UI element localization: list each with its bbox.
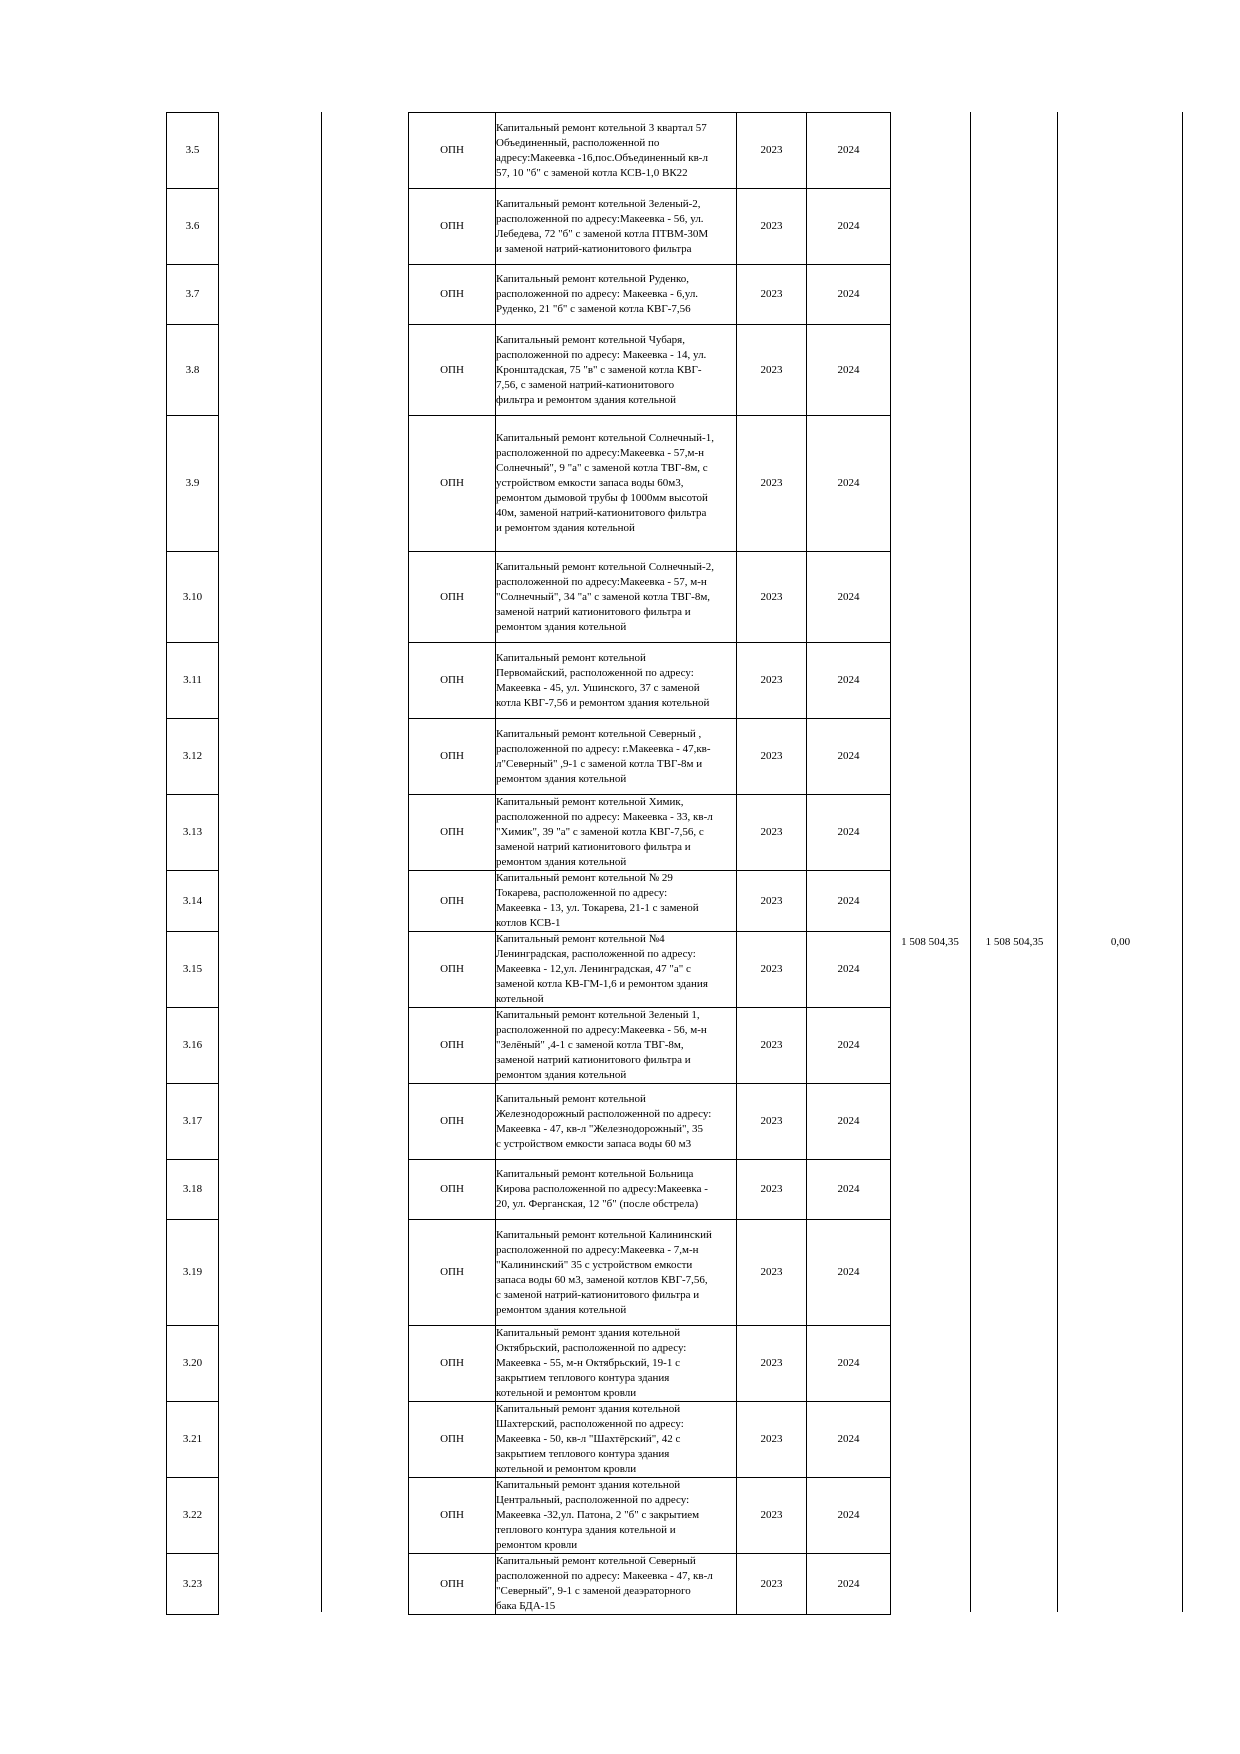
works-table — [166, 112, 891, 1615]
end-year: 2024 — [807, 189, 891, 265]
table-row — [167, 1008, 891, 1084]
work-description-text: Капитальный ремонт котельной Зеленый 1, расположенной по адресу:Макеевка - 56, м-н "Зелёный" ,4-1 с заменой котла ТВГ-8м, заменой натрий катионитового фильтра и ремонтом здания котельной — [496, 1009, 707, 1081]
start-year: 2023 — [737, 871, 807, 932]
category-cell: ОПН — [409, 189, 496, 265]
row-number: 3.21 — [167, 1402, 219, 1478]
table-row — [167, 113, 891, 189]
empty-cell — [219, 325, 409, 416]
end-year: 2024 — [807, 795, 891, 871]
start-year: 2023 — [737, 325, 807, 416]
table-row — [167, 189, 891, 265]
start-year: 2023 — [737, 189, 807, 265]
work-description-text: Капитальный ремонт котельной Солнечный-1, расположенной по адресу:Макеевка - 57,м-н Солнечный", 9 "а" с заменой котла ТВГ-8м, с устройством емкости запаса воды 60м3, ремонтом дымовой трубы ф 1000мм высотой 40м, заменой натрий-катионитового фильтра и ремонтом здания котельной — [496, 432, 714, 534]
work-description — [496, 1008, 737, 1084]
work-description — [496, 1554, 737, 1615]
table-row — [167, 552, 891, 643]
empty-cell — [219, 1478, 409, 1554]
work-description-text: Капитальный ремонт котельной Зеленый-2, расположенной по адресу:Макеевка - 56, ул. Лебедева, 72 "б" с заменой котла ПТВМ-30М и заменой натрий-катионитового фильтра — [496, 197, 709, 255]
total-amount-3: 0,00 — [1110, 936, 1131, 948]
empty-cell — [219, 1402, 409, 1478]
total-amount-2: 1 508 504,35 — [985, 936, 1044, 948]
empty-cell — [219, 552, 409, 643]
end-year: 2024 — [807, 1084, 891, 1160]
work-description-text: Капитальный ремонт котельной Чубаря, расположенной по адресу: Макеевка - 14, ул. Кронштадская, 75 "в" с заменой котла КВГ- 7,56, с заменой натрий-катионитового фильтра и ремонтом здания котельной — [496, 333, 707, 406]
start-year: 2023 — [737, 416, 807, 552]
category-cell: ОПН — [409, 552, 496, 643]
table-row — [167, 1478, 891, 1554]
work-description — [496, 1402, 737, 1478]
work-description — [496, 113, 737, 189]
row-number: 3.9 — [167, 416, 219, 552]
end-year: 2024 — [807, 265, 891, 325]
category-cell: ОПН — [409, 113, 496, 189]
start-year: 2023 — [737, 1084, 807, 1160]
category-cell: ОПН — [409, 719, 496, 795]
category-cell: ОПН — [409, 1008, 496, 1084]
work-description — [496, 552, 737, 643]
table-row — [167, 416, 891, 552]
row-number: 3.8 — [167, 325, 219, 416]
empty-cell — [219, 1220, 409, 1326]
end-year: 2024 — [807, 1220, 891, 1326]
column-divider-3 — [1057, 112, 1058, 1612]
category-cell: ОПН — [409, 325, 496, 416]
table-row — [167, 871, 891, 932]
row-number: 3.7 — [167, 265, 219, 325]
empty-cell — [219, 189, 409, 265]
row-number: 3.6 — [167, 189, 219, 265]
category-cell: ОПН — [409, 265, 496, 325]
start-year: 2023 — [737, 265, 807, 325]
empty-cell — [219, 1554, 409, 1615]
row-number: 3.10 — [167, 552, 219, 643]
work-description-text: Капитальный ремонт котельной Руденко, расположенной по адресу: Макеевка - 6,ул. Руденко, 21 "б" с заменой котла КВГ-7,56 — [496, 273, 699, 315]
column-divider-1 — [321, 112, 322, 1612]
table-row — [167, 1220, 891, 1326]
start-year: 2023 — [737, 1402, 807, 1478]
work-description — [496, 1084, 737, 1160]
empty-cell — [219, 416, 409, 552]
work-description-text: Капитальный ремонт котельной Северный расположенной по адресу: Макеевка - 47, кв-л "Северный", 9-1 с заменой деаэраторного бака БДА-15 — [496, 1555, 713, 1612]
empty-cell — [219, 1084, 409, 1160]
end-year: 2024 — [807, 1326, 891, 1402]
work-description — [496, 265, 737, 325]
start-year: 2023 — [737, 1160, 807, 1220]
empty-cell — [219, 719, 409, 795]
work-description — [496, 795, 737, 871]
empty-cell — [219, 113, 409, 189]
empty-cell — [219, 265, 409, 325]
table-row — [167, 719, 891, 795]
row-number: 3.12 — [167, 719, 219, 795]
row-number: 3.20 — [167, 1326, 219, 1402]
work-description-text: Капитальный ремонт котельной Солнечный-2, расположенной по адресу:Макеевка - 57, м-н "Солнечный", 34 "а" с заменой котла ТВГ-8м, заменой натрий катионитового фильтра и ремонтом здания котельной — [496, 560, 714, 633]
table-row — [167, 1326, 891, 1402]
row-number: 3.17 — [167, 1084, 219, 1160]
end-year: 2024 — [807, 416, 891, 552]
empty-cell — [219, 1160, 409, 1220]
start-year: 2023 — [737, 113, 807, 189]
work-description — [496, 1160, 737, 1220]
start-year: 2023 — [737, 643, 807, 719]
end-year: 2024 — [807, 552, 891, 643]
work-description-text: Капитальный ремонт котельной Железнодорожный расположенной по адресу: Макеевка - 47, кв-л "Железнодорожный", 35 с устройством емкости запаса воды 60 м3 — [496, 1092, 712, 1150]
work-description — [496, 325, 737, 416]
work-description — [496, 1326, 737, 1402]
category-cell: ОПН — [409, 643, 496, 719]
category-cell: ОПН — [409, 1160, 496, 1220]
start-year: 2023 — [737, 1554, 807, 1615]
start-year: 2023 — [737, 719, 807, 795]
work-description-text: Капитальный ремонт здания котельной Шахтерский, расположенной по адресу: Макеевка - 50, кв-л "Шахтёрский", 42 с закрытием теплового контура здания котельной и ремонтом кровли — [496, 1403, 684, 1475]
work-description-text: Капитальный ремонт котельной № 29 Токарева, расположенной по адресу: Макеевка - 13, ул. Токарева, 21-1 с заменой котлов КСВ-1 — [496, 872, 699, 929]
category-cell: ОПН — [409, 1220, 496, 1326]
row-number: 3.16 — [167, 1008, 219, 1084]
row-number: 3.13 — [167, 795, 219, 871]
work-description-text: Капитальный ремонт котельной Северный , расположенной по адресу: г.Макеевка - 47,кв- л"Северный" ,9-1 с заменой котла ТВГ-8м и ремонтом здания котельной — [496, 727, 711, 785]
end-year: 2024 — [807, 1160, 891, 1220]
work-description-text: Капитальный ремонт здания котельной Октябрьский, расположенной по адресу: Макеевка - 55, м-н Октябрьский, 19-1 с закрытием теплового контура здания котельной и ремонтом кровли — [496, 1327, 687, 1399]
start-year: 2023 — [737, 795, 807, 871]
end-year: 2024 — [807, 932, 891, 1008]
work-description — [496, 719, 737, 795]
category-cell: ОПН — [409, 795, 496, 871]
row-number: 3.18 — [167, 1160, 219, 1220]
table-row — [167, 1554, 891, 1615]
category-cell: ОПН — [409, 932, 496, 1008]
empty-cell — [219, 643, 409, 719]
work-description — [496, 1478, 737, 1554]
work-description-text: Капитальный ремонт котельной №4 Ленинградская, расположенной по адресу: Макеевка - 12,ул. Ленинградская, 47 "а" с заменой котла КВ-ГМ-1,6 и ремонтом здания котельной — [496, 933, 708, 1005]
end-year: 2024 — [807, 1402, 891, 1478]
table-row — [167, 1160, 891, 1220]
table-row — [167, 1402, 891, 1478]
table-row — [167, 325, 891, 416]
category-cell: ОПН — [409, 871, 496, 932]
work-description — [496, 871, 737, 932]
end-year: 2024 — [807, 643, 891, 719]
work-description-text: Капитальный ремонт котельной Калининский расположенной по адресу:Макеевка - 7,м-н "Калининский" 35 с устройством емкости запаса воды 60 м3, заменой котлов КВГ-7,56, с заменой натрий-катионитового фильтра и ремонтом здания котельной — [496, 1228, 712, 1316]
work-description-text: Капитальный ремонт котельной Первомайский, расположенной по адресу: Макеевка - 45, ул. Ушинского, 37 с заменой котла КВГ-7,56 и ремонтом здания котельной — [496, 651, 710, 709]
end-year: 2024 — [807, 719, 891, 795]
work-description — [496, 932, 737, 1008]
table-row — [167, 932, 891, 1008]
table-row — [167, 1084, 891, 1160]
table-row — [167, 265, 891, 325]
category-cell: ОПН — [409, 1478, 496, 1554]
works-table-body — [167, 113, 891, 1615]
empty-cell — [219, 932, 409, 1008]
start-year: 2023 — [737, 1326, 807, 1402]
end-year: 2024 — [807, 1008, 891, 1084]
work-description — [496, 643, 737, 719]
row-number: 3.23 — [167, 1554, 219, 1615]
work-description-text: Капитальный ремонт котельной Больница Кирова расположенной по адресу:Макеевка - 20, ул. Ферганская, 12 "б" (после обстрела) — [496, 1168, 708, 1210]
work-description — [496, 1220, 737, 1326]
work-description-text: Капитальный ремонт котельной Химик, расположенной по адресу: Макеевка - 33, кв-л "Химик", 39 "а" с заменой котла КВГ-7,56, с заменой натрий катионитового фильтра и ремонтом здания котельной — [496, 796, 713, 868]
category-cell: ОПН — [409, 1554, 496, 1615]
category-cell: ОПН — [409, 1326, 496, 1402]
table-row — [167, 795, 891, 871]
end-year: 2024 — [807, 871, 891, 932]
row-number: 3.14 — [167, 871, 219, 932]
start-year: 2023 — [737, 932, 807, 1008]
row-number: 3.19 — [167, 1220, 219, 1326]
end-year: 2024 — [807, 113, 891, 189]
total-amount-1: 1 508 504,35 — [901, 936, 959, 948]
column-divider-2 — [970, 112, 971, 1612]
end-year: 2024 — [807, 1554, 891, 1615]
row-number: 3.5 — [167, 113, 219, 189]
empty-cell — [219, 1326, 409, 1402]
category-cell: ОПН — [409, 1084, 496, 1160]
work-description — [496, 416, 737, 552]
start-year: 2023 — [737, 1478, 807, 1554]
start-year: 2023 — [737, 1008, 807, 1084]
start-year: 2023 — [737, 552, 807, 643]
row-number: 3.15 — [167, 932, 219, 1008]
end-year: 2024 — [807, 325, 891, 416]
column-divider-4 — [1182, 112, 1183, 1612]
table-row — [167, 643, 891, 719]
work-description-text: Капитальный ремонт котельной 3 квартал 57 Объединенный, расположенной по адресу:Макеевка -16,пос.Объединенный кв-л 57, 10 "б" с заменой котла КСВ-1,0 ВК22 — [496, 121, 708, 179]
empty-cell — [219, 871, 409, 932]
category-cell: ОПН — [409, 416, 496, 552]
work-description-text: Капитальный ремонт здания котельной Центральный, расположенной по адресу: Макеевка -32,ул. Патона, 2 "б" с закрытием теплового контура здания котельной и ремонтом кровли — [496, 1479, 700, 1551]
start-year: 2023 — [737, 1220, 807, 1326]
empty-cell — [219, 795, 409, 871]
work-description — [496, 189, 737, 265]
category-cell: ОПН — [409, 1402, 496, 1478]
empty-cell — [219, 1008, 409, 1084]
row-number: 3.22 — [167, 1478, 219, 1554]
row-number: 3.11 — [167, 643, 219, 719]
end-year: 2024 — [807, 1478, 891, 1554]
